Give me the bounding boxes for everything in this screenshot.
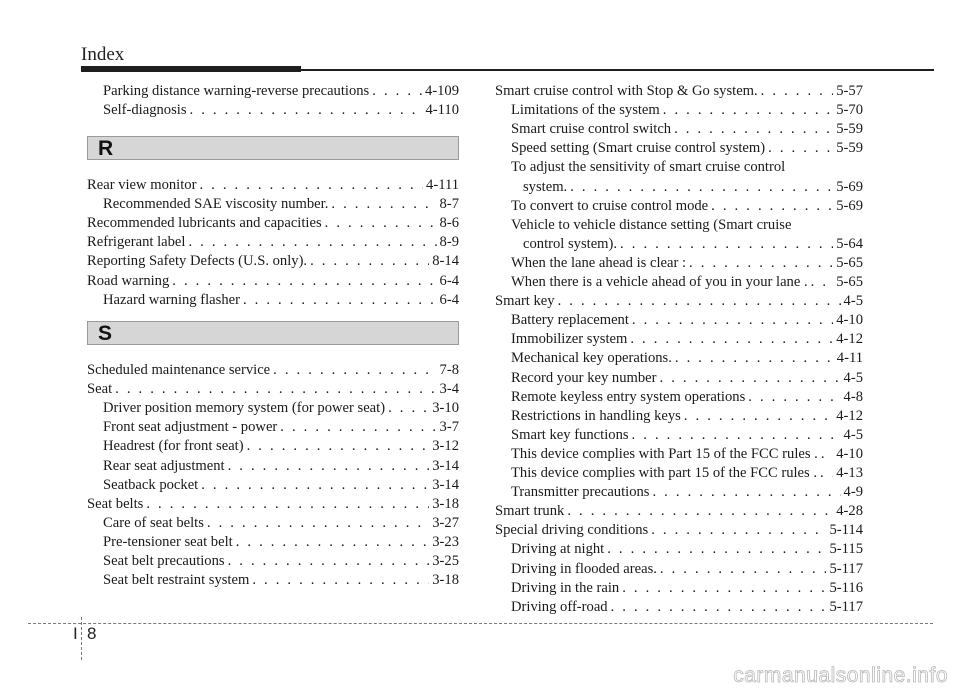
entry-text: Driving at night [511, 541, 605, 558]
dot-leader [325, 214, 437, 232]
dot-leader [660, 560, 827, 578]
index-subentry [103, 101, 459, 119]
dot-leader [622, 579, 826, 597]
entry-page: 7-8 [439, 362, 459, 378]
dot-leader [201, 476, 429, 494]
dot-leader [190, 101, 423, 119]
entry-text: This device complies with Part 15 of the FCC rules . [511, 445, 818, 462]
dot-leader [172, 272, 436, 290]
footer-divider [81, 617, 82, 660]
index-entry [87, 380, 459, 398]
entry-text: Battery replacement [511, 312, 629, 329]
entry-text: Remote keyless entry system operations [511, 388, 746, 405]
entry-page: 5-65 [836, 274, 863, 290]
entry-text: Record your key number [511, 369, 657, 386]
entry-page: 4-5 [843, 426, 863, 443]
dot-leader [570, 178, 833, 196]
entry-page: 3-23 [432, 533, 459, 550]
dot-leader [199, 176, 423, 194]
entry-page: 3-12 [432, 438, 459, 455]
index-subentry [103, 571, 459, 589]
dot-leader [280, 418, 436, 436]
entry-page: 6-4 [439, 272, 459, 289]
dot-leader [651, 521, 826, 539]
index-subentry [511, 120, 863, 138]
entry-text: Headrest (for front seat) [103, 438, 244, 455]
index-entry [87, 495, 459, 513]
entry-text: To convert to cruise control mode [511, 197, 709, 214]
dot-leader [607, 540, 826, 558]
index-subentry [511, 197, 863, 215]
dot-leader [331, 195, 436, 213]
watermark: carmanualsonline.info [733, 664, 948, 687]
dot-leader [115, 380, 436, 398]
entry-page: 8-14 [432, 253, 459, 270]
entry-text: Reporting Safety Defects (U.S. only). [87, 253, 308, 270]
dot-leader [567, 502, 833, 520]
dot-leader [768, 139, 833, 157]
entry-page: 5-59 [836, 140, 863, 157]
entry-page: 5-117 [829, 598, 863, 615]
entry-page: 8-6 [439, 215, 459, 232]
dot-leader [188, 233, 436, 251]
entry-page: 5-117 [829, 560, 863, 577]
dot-leader [207, 514, 429, 532]
footer-rule [28, 623, 933, 624]
entry-page: 5-114 [829, 522, 863, 539]
entry-page: 5-69 [836, 178, 863, 195]
index-subentry [511, 216, 863, 234]
index-subentry [511, 139, 863, 157]
entry-text: Recommended lubricants and capacities [87, 215, 322, 232]
index-subentry [103, 399, 459, 417]
index-subentry [511, 407, 863, 425]
dot-leader [652, 483, 840, 501]
entry-text: Seatback pocket [103, 476, 199, 493]
entry-page: 3-25 [432, 553, 459, 569]
entry-text: Smart key functions [511, 426, 629, 443]
entry-page: 4-111 [426, 177, 459, 193]
entry-text: Seat belts [87, 495, 144, 512]
entry-page: 4-9 [843, 484, 863, 501]
entry-text: Restrictions in handling keys [511, 407, 681, 424]
entry-page: 4-8 [843, 388, 863, 405]
dot-leader [674, 120, 833, 138]
index-subentry [103, 82, 459, 100]
dot-leader [310, 252, 429, 270]
dot-leader [388, 399, 429, 417]
index-entry [495, 82, 863, 100]
entry-text: Self-diagnosis [103, 102, 187, 119]
entry-page: 4-12 [836, 407, 863, 424]
section-header-r [87, 136, 459, 160]
section-letter-r: R [98, 137, 114, 160]
index-subentry [523, 178, 863, 196]
index-subentry [523, 235, 863, 253]
entry-text: Transmitter precautions [511, 484, 650, 501]
entry-page: 8-9 [439, 234, 459, 251]
index-entry [87, 233, 459, 251]
entry-text: When there is a vehicle ahead of you in your lane . [511, 274, 808, 290]
dot-leader [228, 552, 430, 570]
index-entry [87, 272, 459, 290]
entry-page: 3-14 [432, 457, 459, 474]
entry-text: Rear view monitor [87, 177, 197, 193]
dot-leader [243, 291, 437, 309]
entry-text: control system). [523, 235, 618, 252]
header-rule-thin [301, 69, 934, 71]
entry-page: 5-59 [836, 121, 863, 138]
index-subentry [103, 552, 459, 570]
index-subentry [103, 457, 459, 475]
dot-leader [748, 388, 840, 406]
index-subentry [103, 195, 459, 213]
entry-text: Road warning [87, 272, 170, 289]
dot-leader [675, 349, 834, 367]
page-title: Index [81, 44, 125, 65]
index-entry [495, 521, 863, 539]
entry-text: Seat [87, 381, 113, 398]
dot-leader [247, 437, 430, 455]
index-entry [495, 292, 863, 310]
index-subentry [103, 291, 459, 309]
entry-text: Pre-tensioner seat belt [103, 533, 233, 550]
entry-page: 4-5 [843, 369, 863, 386]
index-subentry [511, 369, 863, 387]
dot-leader [620, 235, 833, 253]
index-subentry [103, 418, 459, 436]
entry-page: 8-7 [439, 196, 459, 213]
entry-text: Rear seat adjustment [103, 457, 225, 474]
index-subentry [103, 476, 459, 494]
index-subentry [511, 330, 863, 348]
entry-text: Driver position memory system (for power seat) [103, 400, 386, 417]
dot-leader [761, 82, 834, 100]
entry-page: 5-115 [829, 541, 863, 558]
entry-text: Front seat adjustment - power [103, 419, 278, 436]
entry-page: 3-4 [439, 381, 459, 398]
dot-leader [630, 330, 833, 348]
index-subentry [511, 254, 863, 272]
index-subentry [511, 101, 863, 119]
dot-leader [228, 457, 430, 475]
entry-text: Hazard warning flasher [103, 291, 240, 308]
index-subentry [511, 158, 863, 176]
section-header-s [87, 321, 459, 345]
entry-page: 3-27 [432, 514, 459, 531]
entry-text: Driving off-road [511, 598, 608, 615]
index-subentry [103, 437, 459, 455]
entry-text: Refrigerant label [87, 234, 186, 251]
entry-text: This device complies with part 15 of the FCC rules . [511, 465, 818, 481]
entry-text: Immobilizer system [511, 331, 628, 348]
dot-leader [689, 254, 833, 272]
entry-text: Driving in the rain [511, 579, 620, 596]
index-subentry [103, 533, 459, 551]
entry-page: 4-11 [836, 350, 863, 367]
entry-text: Speed setting (Smart cruise control system) [511, 140, 766, 157]
entry-text: Scheduled maintenance service [87, 362, 271, 378]
entry-page: 4-12 [836, 331, 863, 348]
index-entry [87, 214, 459, 232]
index-subentry [511, 540, 863, 558]
entry-text: Mechanical key operations. [511, 350, 672, 367]
entry-text: Seat belt precautions [103, 553, 225, 569]
entry-text: To adjust the sensitivity of smart cruise control [511, 159, 786, 176]
section-letter-s: S [98, 322, 113, 345]
dot-leader [273, 361, 436, 379]
dot-leader [146, 495, 429, 513]
dot-leader [821, 445, 833, 463]
entry-text: Recommended SAE viscosity number. [103, 196, 329, 213]
entry-text: Seat belt restraint system [103, 572, 250, 589]
entry-text: Driving in flooded areas. [511, 560, 657, 577]
entry-text: When the lane ahead is clear : [511, 254, 687, 271]
dot-leader [684, 407, 833, 425]
index-subentry [511, 598, 863, 616]
entry-page: 3-7 [439, 419, 459, 436]
entry-page: 6-4 [439, 291, 459, 308]
entry-page: 5-65 [836, 254, 863, 271]
dot-leader [632, 311, 833, 329]
entry-text: Smart trunk [495, 503, 565, 520]
entry-text: Vehicle to vehicle distance setting (Smart cruise [511, 216, 792, 233]
index-entry [87, 176, 459, 194]
dot-leader [711, 197, 833, 215]
entry-page: 5-70 [836, 102, 863, 119]
dot-leader [820, 464, 833, 482]
page-number: 8 [87, 624, 97, 643]
header-rule-thick [81, 66, 301, 72]
entry-text: Limitations of the system [511, 102, 660, 119]
dot-leader [558, 292, 841, 310]
entry-text: Smart cruise control switch [511, 121, 672, 138]
entry-text: Parking distance warning-reverse precautions [103, 83, 370, 99]
entry-page: 4-28 [836, 503, 863, 520]
entry-page: 4-110 [425, 102, 459, 119]
entry-page: 4-10 [836, 445, 863, 462]
dot-leader [252, 571, 429, 589]
entry-page: 5-69 [836, 197, 863, 214]
entry-page: 4-109 [424, 83, 459, 99]
index-subentry [511, 273, 863, 291]
entry-text: Special driving conditions [495, 522, 649, 539]
dot-leader [632, 426, 841, 444]
entry-text: Care of seat belts [103, 514, 204, 531]
dot-leader [811, 273, 834, 291]
entry-page: 4-13 [836, 465, 863, 481]
index-subentry [511, 388, 863, 406]
index-subentry [511, 464, 863, 482]
index-subentry [511, 445, 863, 463]
dot-leader [663, 101, 833, 119]
entry-text: Smart cruise control with Stop & Go system. [495, 83, 758, 99]
index-entry [495, 502, 863, 520]
index-entry [87, 361, 459, 379]
index-subentry [511, 483, 863, 501]
entry-text: system. [523, 178, 568, 195]
entry-page: 4-10 [836, 312, 863, 329]
index-subentry [103, 514, 459, 532]
section-letter: I [73, 624, 78, 643]
entry-page: 5-116 [829, 579, 863, 596]
index-subentry [511, 349, 863, 367]
entry-page: 3-14 [432, 476, 459, 493]
dot-leader [236, 533, 430, 551]
index-subentry [511, 560, 863, 578]
entry-text: Smart key [495, 293, 555, 310]
entry-page: 3-18 [432, 572, 459, 589]
entry-page: 3-18 [432, 495, 459, 512]
entry-page: 5-64 [836, 235, 863, 252]
entry-page: 5-57 [836, 83, 863, 99]
dot-leader [372, 82, 422, 100]
dot-leader [660, 369, 841, 387]
index-entry [87, 252, 459, 270]
entry-page: 4-5 [843, 293, 863, 310]
index-subentry [511, 311, 863, 329]
index-subentry [511, 579, 863, 597]
index-subentry [511, 426, 863, 444]
dot-leader [611, 598, 827, 616]
entry-page: 3-10 [432, 400, 459, 417]
